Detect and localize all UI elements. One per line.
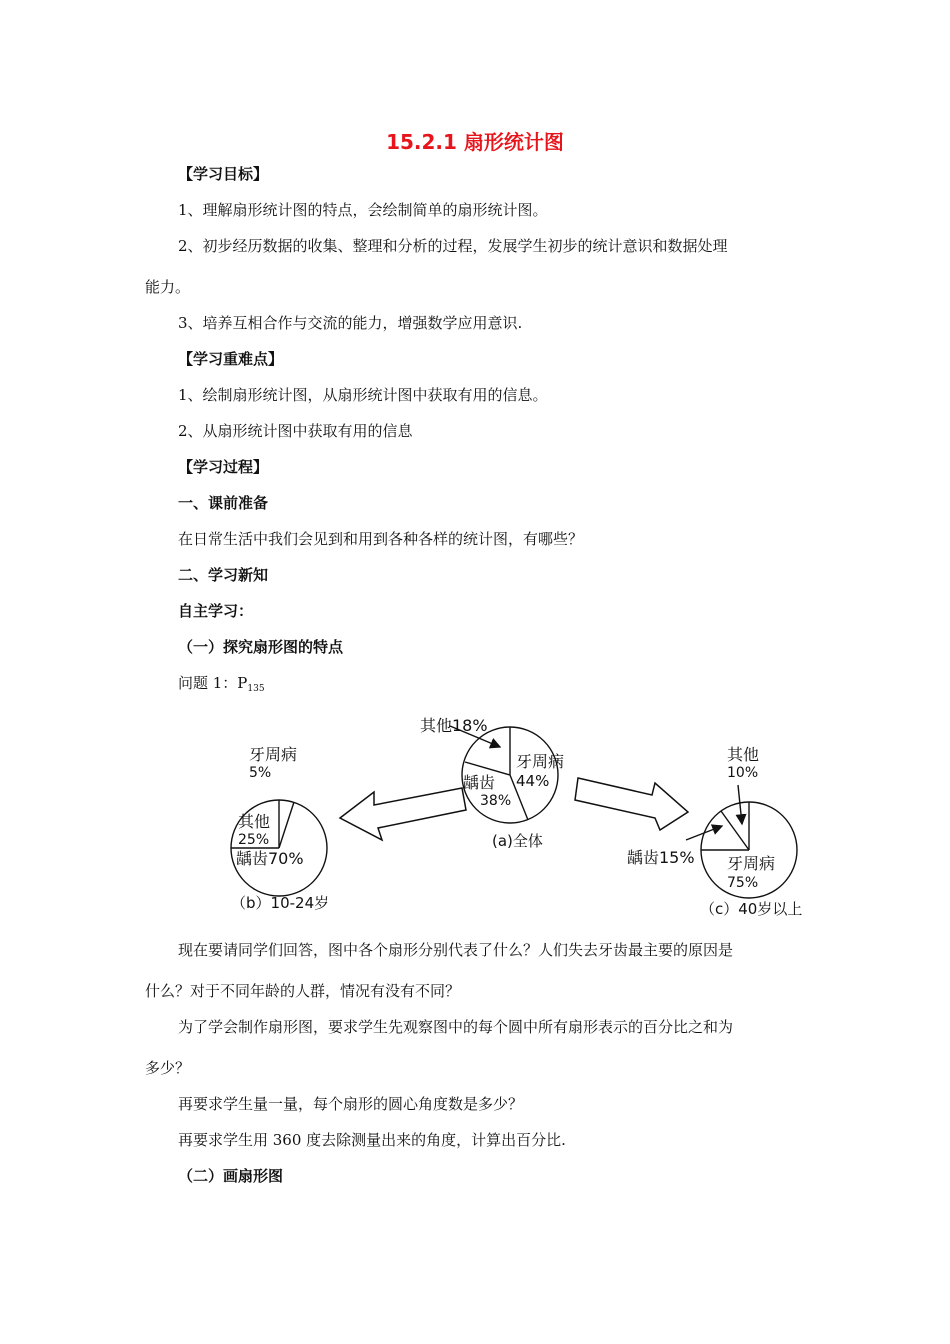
paragraph-2-line-1: 为了学会制作扇形图，要求学生先观察图中的每个圆中所有扇形表示的百分比之和为 <box>178 1018 734 1036</box>
paragraph-1-line-2: 什么？对于不同年龄的人群，情况有没有不同？ <box>145 982 461 1000</box>
paragraph-3: 再要求学生量一量，每个扇形的圆心角度数是多少？ <box>178 1095 524 1113</box>
chart-b-label-other-1: 其他 <box>238 812 271 831</box>
sub-1-heading: （一）探究扇形图的特点 <box>178 638 344 656</box>
chart-b-caption: （b）10-24岁 <box>231 894 330 912</box>
left-block-arrow <box>340 788 466 840</box>
paragraph-4: 再要求学生用 360 度去除测量出来的角度，计算出百分比. <box>178 1131 566 1149</box>
page-title: 15.2.1 扇形统计图 <box>386 130 564 154</box>
chart-c-caption: （c）40岁以上 <box>700 900 803 918</box>
part-1-heading: 一、课前准备 <box>178 494 269 512</box>
self-study-label: 自主学习： <box>178 602 254 620</box>
paragraph-2-line-2: 多少？ <box>145 1059 191 1077</box>
chart-c-label-caries: 龋齿15% <box>627 848 695 867</box>
sub-2-heading: （二）画扇形图 <box>178 1167 284 1185</box>
chart-c-label-other-2: 10% <box>727 765 759 781</box>
part-1-text: 在日常生活中我们会见到和用到各种各样的统计图，有哪些？ <box>178 530 584 548</box>
chart-b-label-gum-2: 5% <box>249 765 272 781</box>
key-2: 2、从扇形统计图中获取有用的信息 <box>178 422 413 440</box>
key-heading: 【学习重难点】 <box>178 350 284 368</box>
goal-1: 1、理解扇形统计图的特点，会绘制简单的扇形统计图。 <box>178 201 548 219</box>
pie-figure <box>0 700 950 930</box>
goal-2-line-1: 2、初步经历数据的收集、整理和分析的过程，发展学生初步的统计意识和数据处理 <box>178 237 728 255</box>
process-heading: 【学习过程】 <box>178 458 269 476</box>
chart-c-label-gum-1: 牙周病 <box>727 854 776 873</box>
paragraph-1-line-1: 现在要请同学们回答，图中各个扇形分别代表了什么？人们失去牙齿最主要的原因是 <box>178 941 734 959</box>
chart-c-label-other-1: 其他 <box>727 745 760 764</box>
chart-a-label-other: 其他18% <box>420 716 488 735</box>
chart-a-caption: (a)全体 <box>492 832 543 850</box>
goal-3: 3、培养互相合作与交流的能力，增强数学应用意识. <box>178 314 523 332</box>
right-block-arrow <box>575 778 688 830</box>
goals-heading: 【学习目标】 <box>178 165 269 183</box>
chart-c-label-gum-2: 75% <box>727 875 759 891</box>
problem-label: 问题 1：$P_{135}$ <box>178 674 265 694</box>
goal-2-line-2: 能力。 <box>145 278 191 296</box>
chart-a-label-gum-1: 牙周病 <box>516 752 565 771</box>
chart-b-label-caries: 龋齿70% <box>236 849 304 868</box>
chart-a-label-caries-2: 38% <box>480 793 512 809</box>
chart-b-label-gum-1: 牙周病 <box>249 745 298 764</box>
problem-page-number: 135 <box>247 684 265 694</box>
part-2-heading: 二、学习新知 <box>178 566 269 584</box>
chart-a-label-gum-2: 44% <box>516 772 550 790</box>
key-1: 1、绘制扇形统计图，从扇形统计图中获取有用的信息。 <box>178 386 548 404</box>
chart-b-label-other-2: 25% <box>238 832 270 848</box>
chart-a-label-caries-1: 龋齿 <box>463 773 496 792</box>
